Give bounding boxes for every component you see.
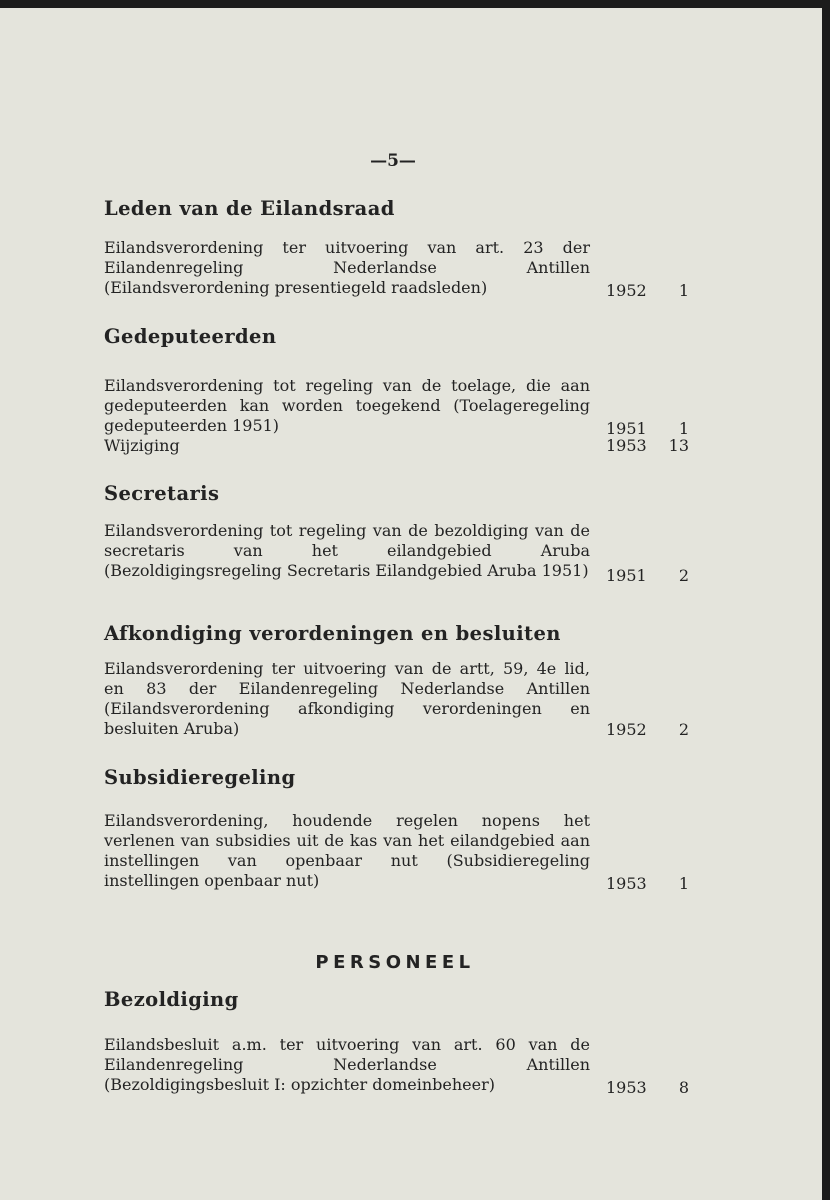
entry-year: 1951 bbox=[606, 566, 647, 585]
entry-year: 1952 bbox=[606, 281, 647, 300]
entry-text: Eilandsbesluit a.m. ter uitvoering van art. 60 van de Eilandenregeling Nederlandse Antillen (Bezoldigingsbesluit I: opzichter domeinbeheer) bbox=[104, 1035, 590, 1094]
entry-number: 1 bbox=[678, 281, 689, 300]
entry bbox=[104, 238, 689, 300]
entry-text: Eilandsverordening tot regeling van de bezoldiging van de secretaris van het eilandgebied Aruba (Bezoldigingsregeling Secretaris Eilandgebied Aruba 1951) bbox=[104, 521, 590, 580]
section-heading: Leden van de Eilandsraad bbox=[104, 197, 395, 220]
entry-text: Wijziging bbox=[104, 436, 180, 455]
entry bbox=[104, 811, 689, 893]
section-heading: Bezoldiging bbox=[104, 988, 239, 1011]
entry bbox=[104, 1035, 689, 1097]
page-number: —5— bbox=[370, 151, 416, 171]
entry-number: 1 bbox=[678, 874, 689, 893]
section-secretaris bbox=[104, 482, 689, 585]
entry bbox=[104, 659, 689, 739]
entry-text: Eilandsverordening, houdende regelen nopens het verlenen van subsidies uit de kas van het eilandgebied aan instellingen van openbaar nut (Subsidieregeling instellingen openbaar nut) bbox=[104, 811, 590, 890]
entry-number: 2 bbox=[678, 720, 689, 739]
entry bbox=[104, 521, 689, 585]
section-afkondiging bbox=[104, 622, 689, 739]
section-heading: Gedeputeerden bbox=[104, 325, 277, 348]
entry-year: 1953 bbox=[606, 436, 647, 455]
part-title: PERSONEEL bbox=[315, 952, 475, 973]
entry-year: 1952 bbox=[606, 720, 647, 739]
entry-year: 1951 bbox=[606, 419, 647, 438]
section-bezoldiging bbox=[104, 988, 689, 1097]
section-gedeputeerden bbox=[104, 325, 689, 456]
entry-number: 2 bbox=[678, 566, 689, 585]
entry-number: 1 bbox=[678, 419, 689, 438]
document-page bbox=[0, 8, 822, 1200]
entry-number: 8 bbox=[678, 1078, 689, 1097]
entry bbox=[104, 376, 689, 438]
entry-text: Eilandsverordening tot regeling van de toelage, die aan gedeputeerden kan worden toegekend (Toelageregeling gedeputeerden 1951) bbox=[104, 376, 590, 435]
section-heading: Afkondiging verordeningen en besluiten bbox=[104, 622, 561, 645]
section-heading: Secretaris bbox=[104, 482, 220, 505]
entry-year: 1953 bbox=[606, 1078, 647, 1097]
entry-number: 13 bbox=[668, 436, 689, 455]
entry bbox=[104, 436, 689, 456]
section-subsidieregeling bbox=[104, 766, 689, 893]
section-leden-eilandsraad bbox=[104, 197, 689, 300]
entry-text: Eilandsverordening ter uitvoering van art. 23 der Eilandenregeling Nederlandse Antillen (Eilandsverordening presentiegeld raadsleden) bbox=[104, 238, 590, 297]
entry-year: 1953 bbox=[606, 874, 647, 893]
section-heading: Subsidieregeling bbox=[104, 766, 296, 789]
entry-text: Eilandsverordening ter uitvoering van de artt, 59, 4e lid, en 83 der Eilandenregeling Nederlandse Antillen (Eilandsverordening afkondiging verordeningen en besluiten Aruba) bbox=[104, 659, 590, 738]
